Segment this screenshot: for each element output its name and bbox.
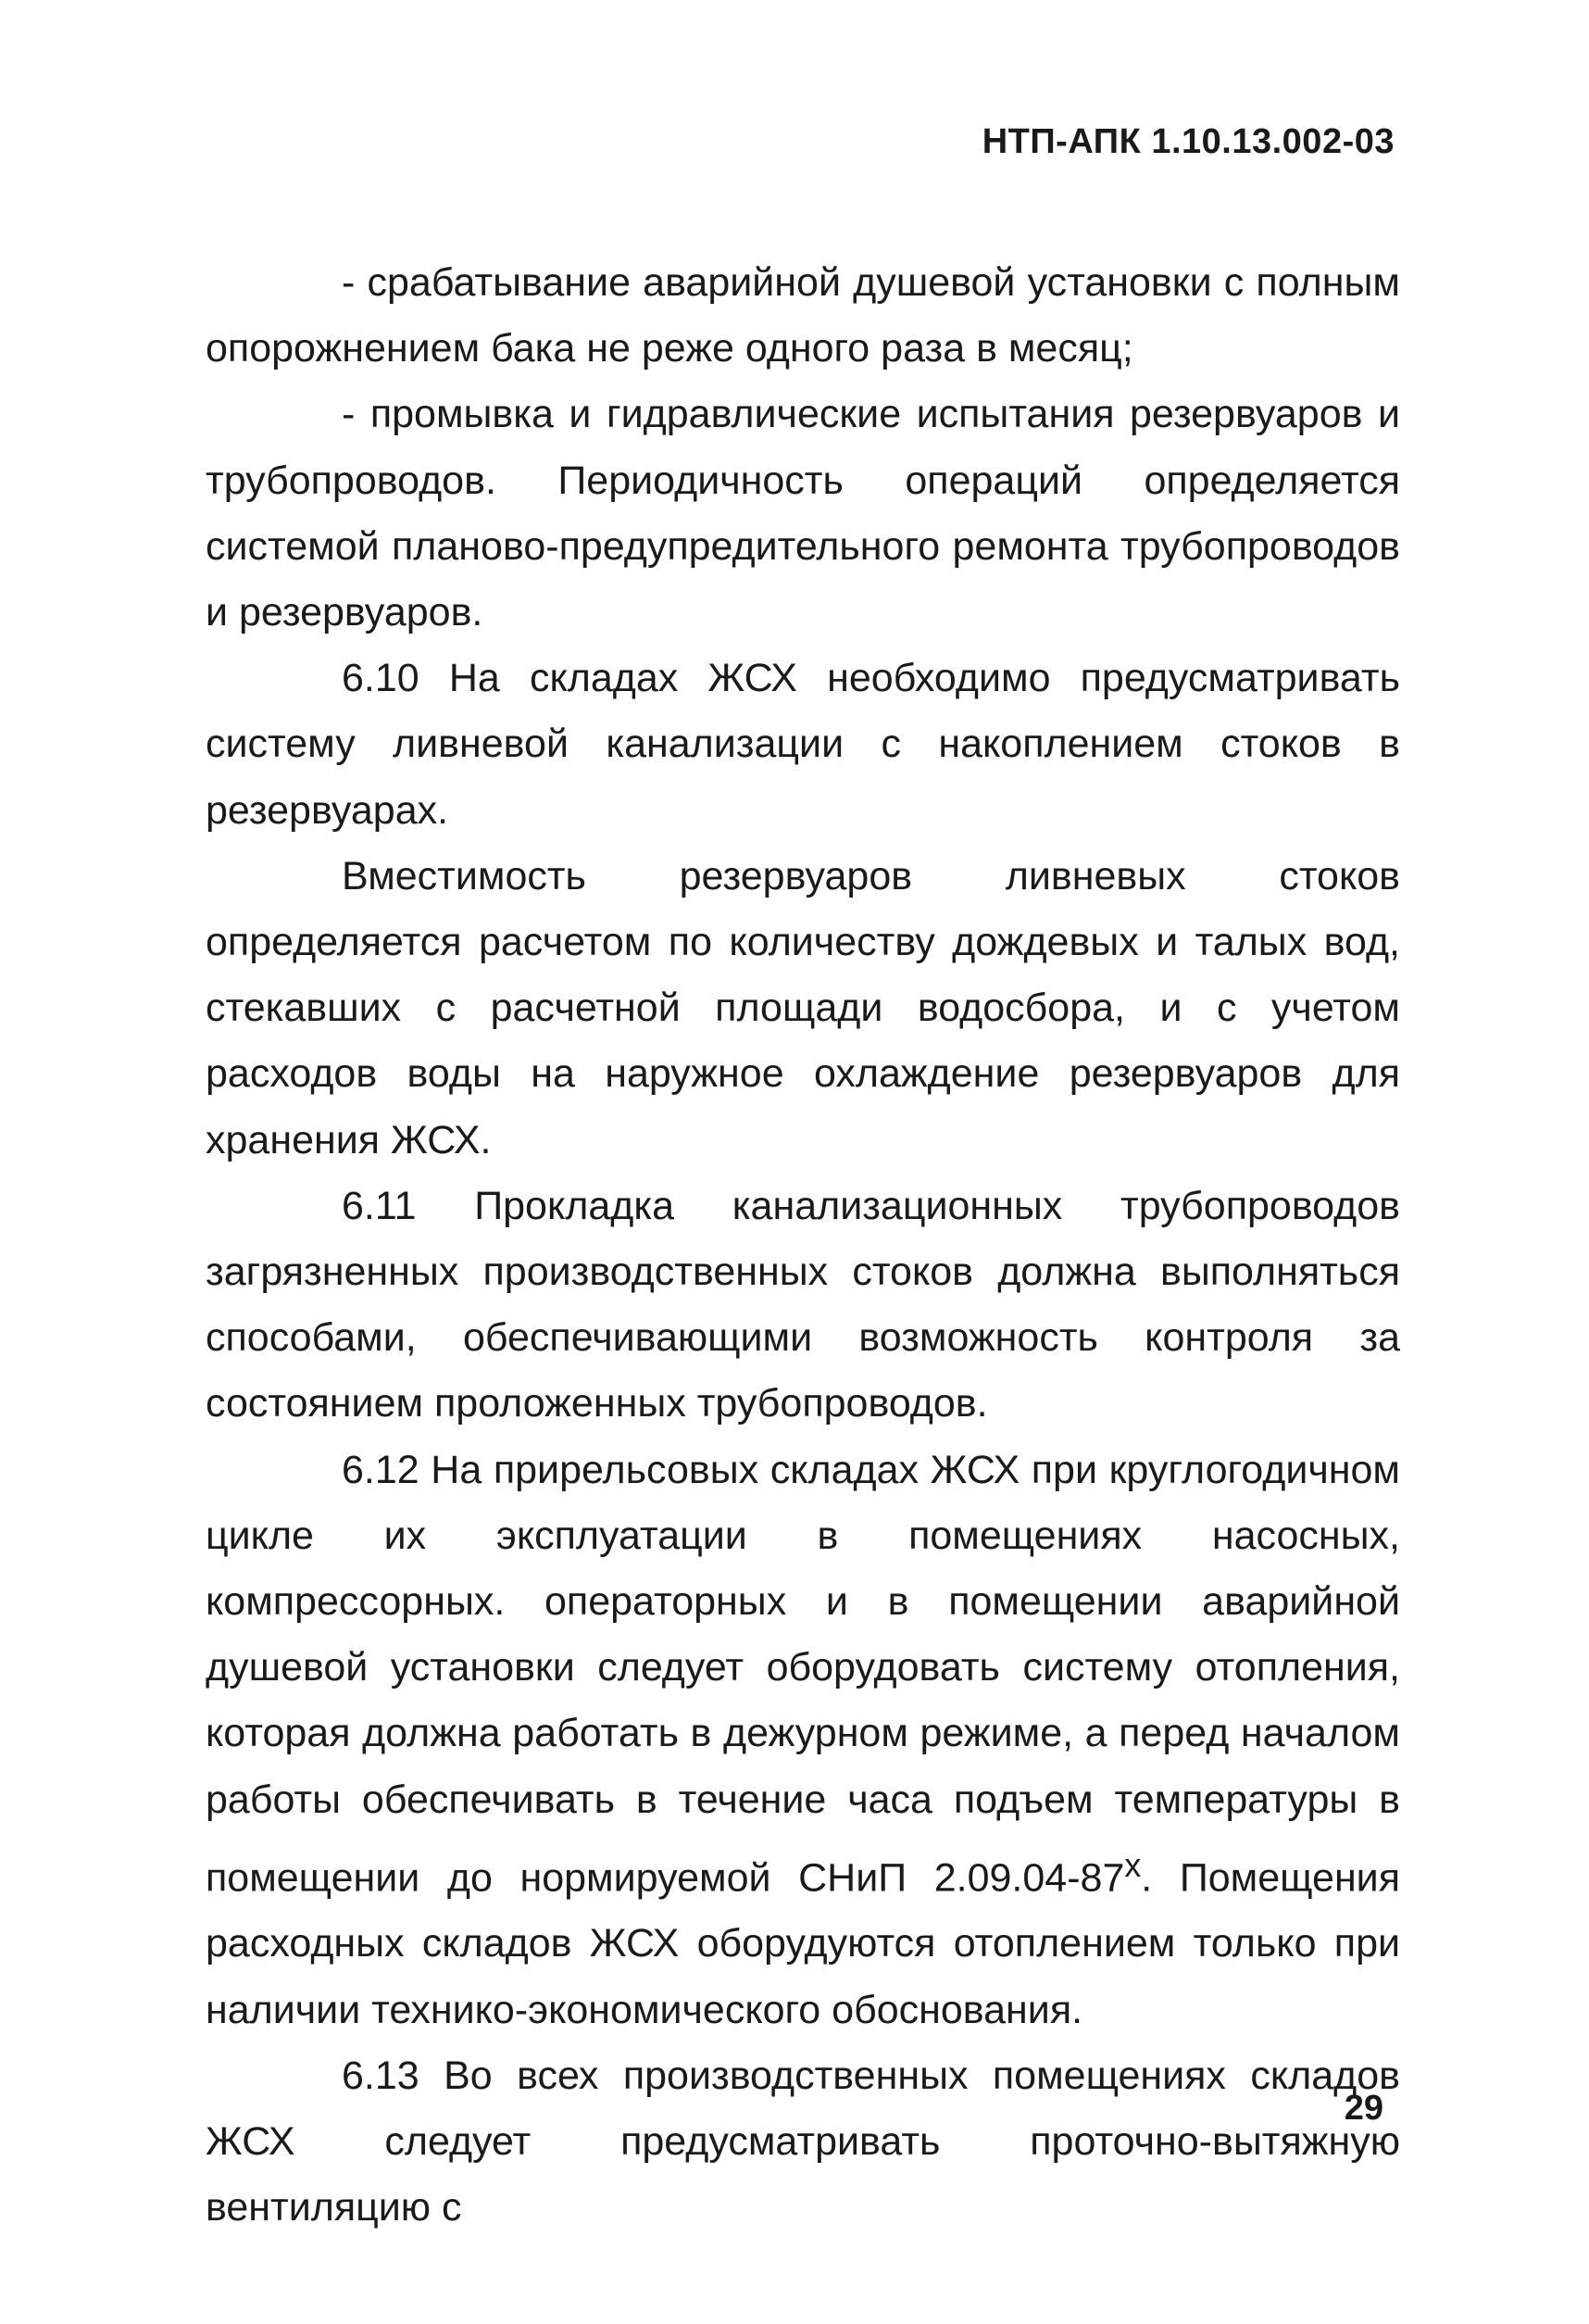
superscript-x: х [1124,1846,1142,1884]
page-number: 29 [1344,2089,1383,2128]
paragraph-6-13: 6.13 Во всех производственных помещениях складов ЖСХ следует предусматривать проточно-вытяжную вентиляцию с [206,2053,1400,2230]
paragraph-storm-tank-capacity: Вместимость резервуаров ливневых стоков определяется расчетом по количеству дождевых и талых вод, стекавших с расчетной площади водосбора, и с учетом расходов воды на наружное охлаждение резервуаров для хранения ЖСХ. [206,853,1400,1162]
paragraph-6-12 [206,1438,1400,2043]
paragraph-6-12-text-cont: . Помещения расходных складов ЖСХ оборудуются отоплением только при наличии технико-экономического обоснования. [206,1855,1400,2032]
paragraph-6-12-text: 6.12 На прирельсовых складах ЖСХ при круглогодичном цикле их эксплуатации в помещениях насосных, компрессорных. операторных и в помещении аварийной душевой установки следует оборудовать систему отопления, которая должна работать в дежурном режиме, а перед началом работы обеспечивать в течение часа подъем температуры в помещении до нормируемой СНиП 2.09.04-87 [206,1447,1400,1901]
paragraph-emergency-shower: - срабатывание аварийной душевой установки с полным опорожнением бака не реже одного раза в месяц; [206,260,1400,371]
paragraph-6-11: 6.11 Прокладка канализационных трубопроводов загрязненных производственных стоков должна выполняться способами, обеспечивающими возможность контроля за состоянием проложенных трубопроводов. [206,1183,1400,1426]
document-body [206,250,1400,2241]
paragraph-6-10: 6.10 На складах ЖСХ необходимо предусматривать систему ливневой канализации с накоплением стоков в резервуарах. [206,656,1400,833]
paragraph-flushing-tests: - промывка и гидравлические испытания резервуаров и трубопроводов. Периодичность операций определяется системой планово-предупредительного ремонта трубопроводов и резервуаров. [206,392,1400,635]
document-code-header: НТП-АПК 1.10.13.002-03 [982,122,1395,161]
